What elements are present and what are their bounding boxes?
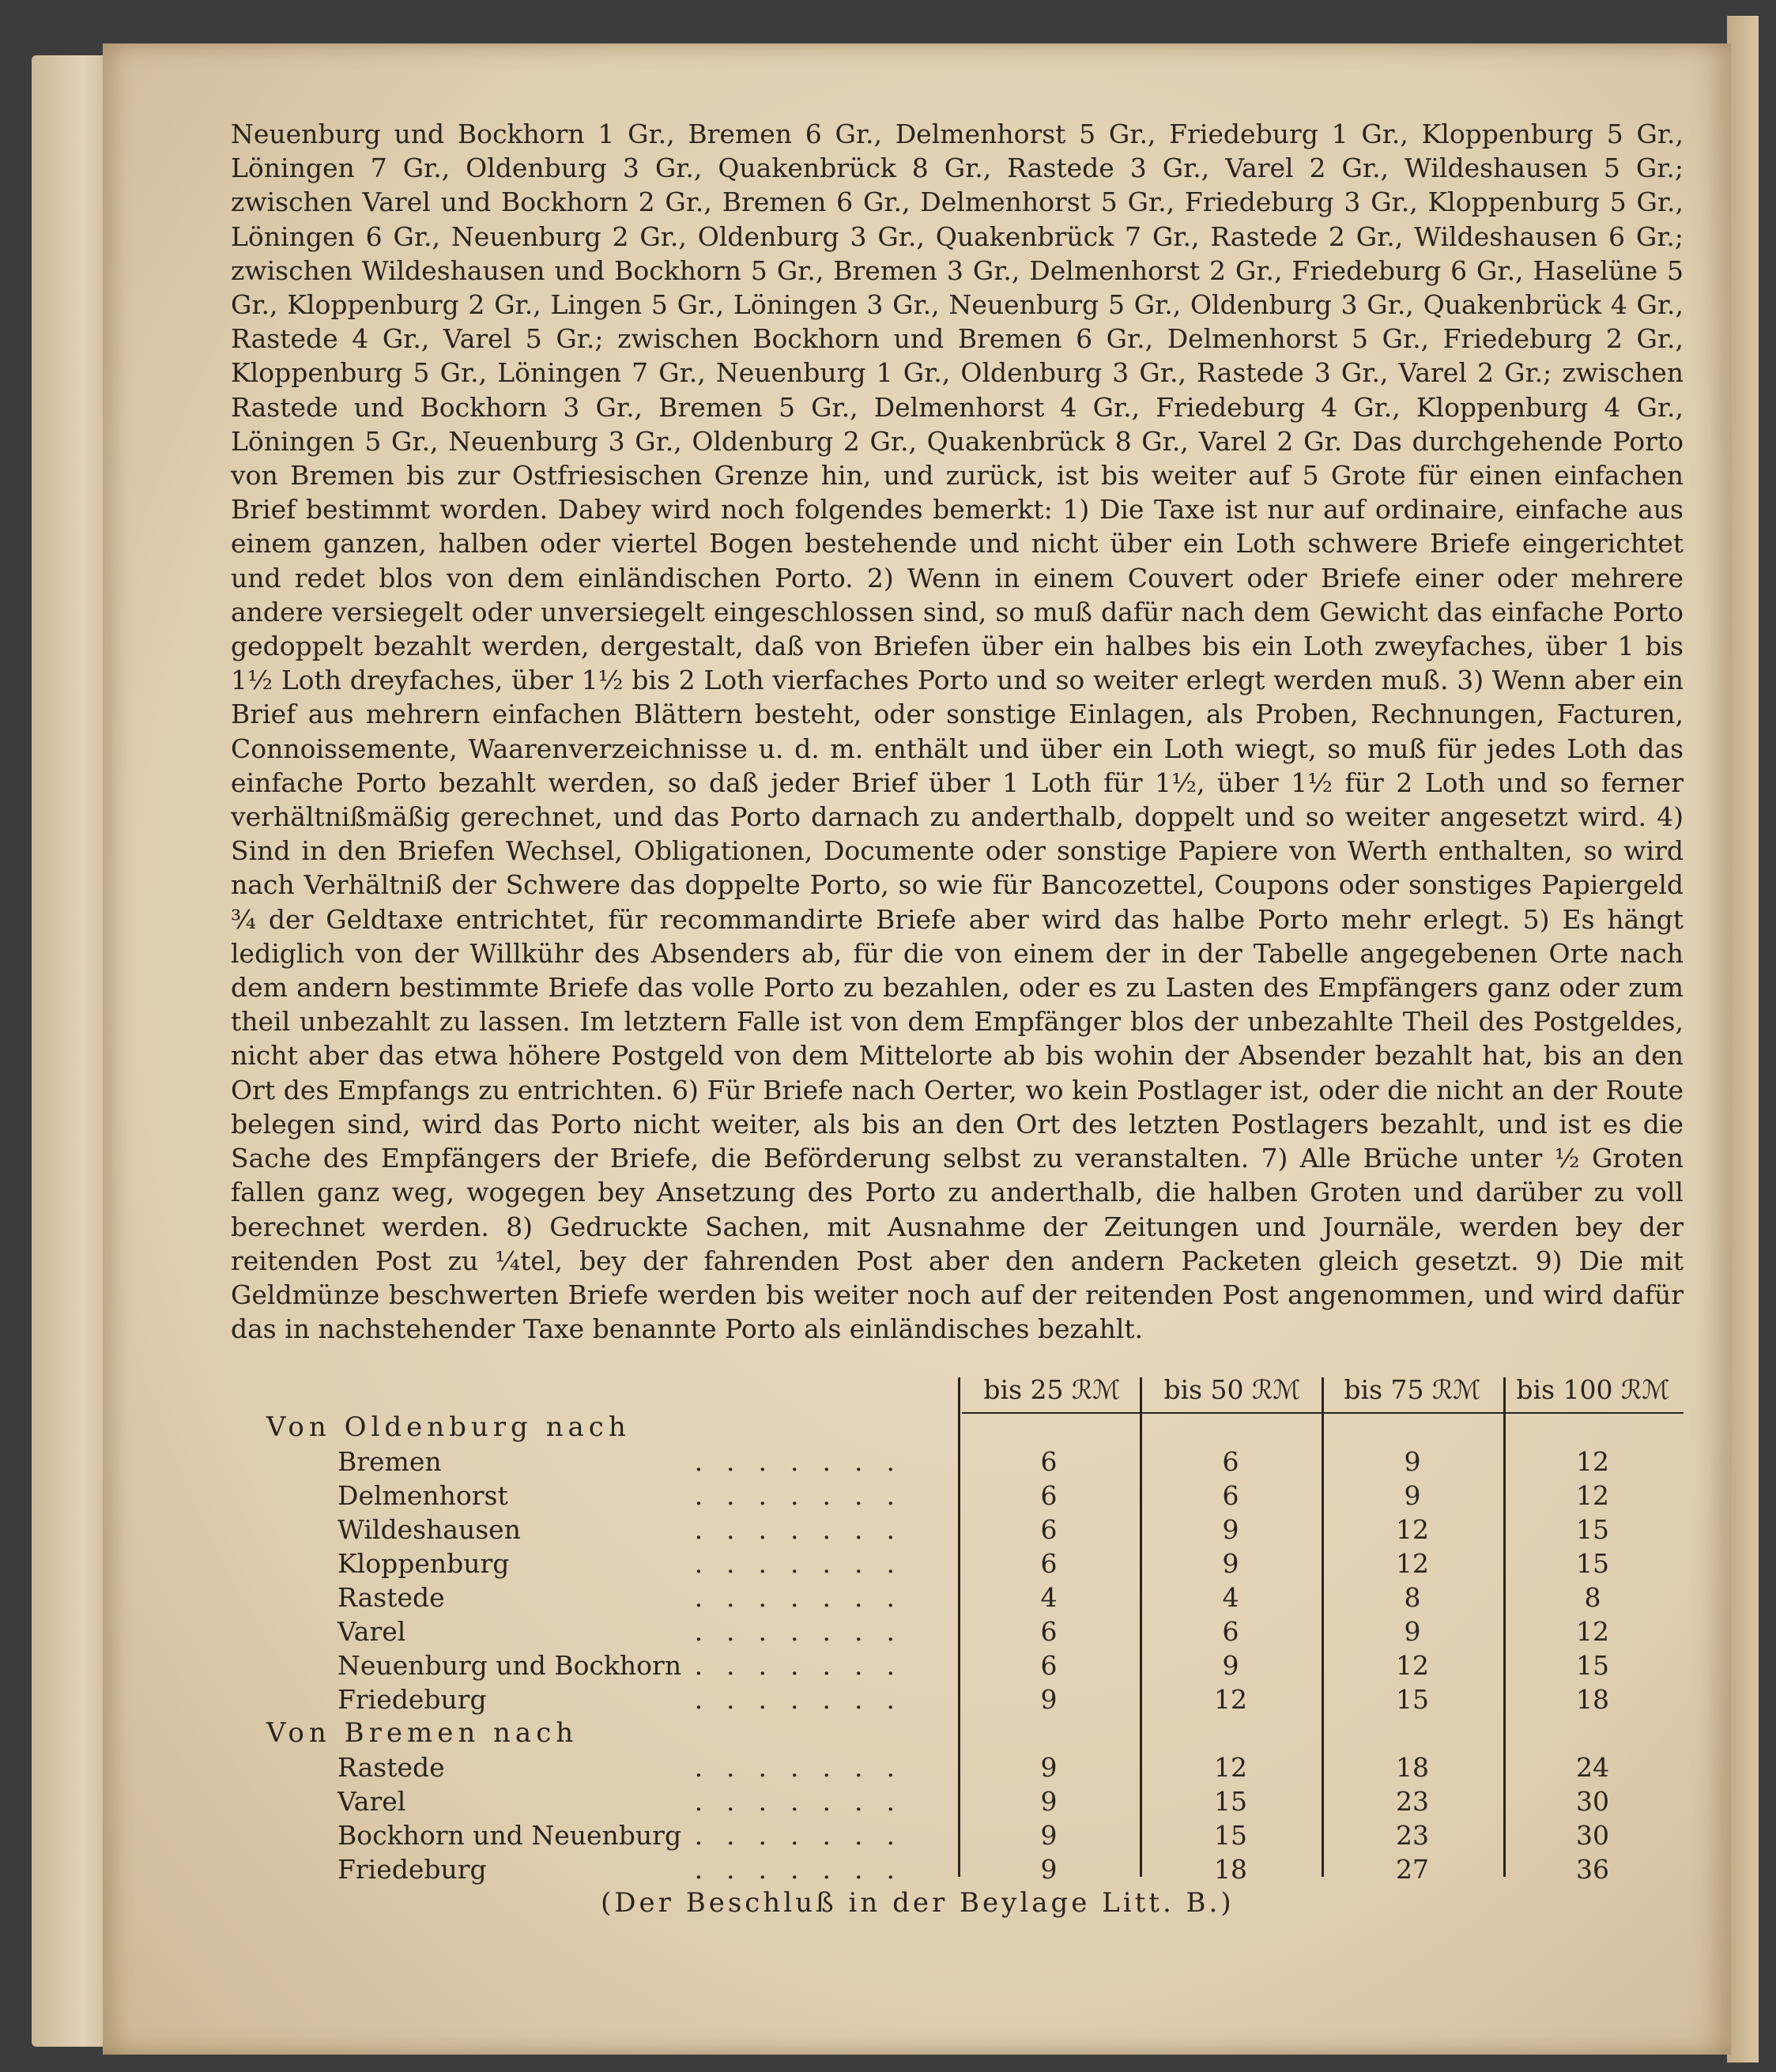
- destination-name: Delmenhorst: [337, 1480, 508, 1511]
- postage-value: 15: [1396, 1684, 1429, 1715]
- postage-value: 9: [1404, 1480, 1421, 1511]
- postage-value: 18: [1396, 1752, 1429, 1783]
- column-header: bis 25 ℛℳ: [983, 1374, 1121, 1405]
- table-row: [231, 1479, 1684, 1513]
- table-row: [231, 1648, 1684, 1682]
- leader-dots: .......: [694, 1854, 918, 1885]
- table-row: [231, 1580, 1684, 1614]
- leader-dots: .......: [694, 1446, 918, 1477]
- postage-value: 9: [1040, 1752, 1058, 1783]
- destination-name: Bockhorn und Neuenburg: [337, 1820, 682, 1851]
- postage-tariff-table: [231, 1371, 1684, 1885]
- postage-value: 36: [1576, 1854, 1609, 1885]
- destination-name: Friedeburg: [337, 1854, 487, 1885]
- leader-dots: .......: [694, 1786, 918, 1817]
- destination-name: Wildeshausen: [337, 1514, 521, 1545]
- leader-dots: .......: [694, 1650, 918, 1681]
- postage-value: 9: [1040, 1786, 1058, 1817]
- table-row: [231, 1818, 1684, 1852]
- postage-value: 6: [1222, 1616, 1239, 1647]
- table-row: [231, 1546, 1684, 1580]
- destination-name: Rastede: [337, 1582, 445, 1613]
- table-row: [231, 1852, 1684, 1886]
- table-row: [231, 1750, 1684, 1784]
- leader-dots: .......: [694, 1684, 918, 1715]
- postage-value: 15: [1576, 1514, 1609, 1545]
- postage-value: 15: [1576, 1650, 1609, 1681]
- postage-value: 6: [1040, 1446, 1058, 1477]
- postage-value: 4: [1040, 1582, 1058, 1613]
- group-label: Von Oldenburg nach: [266, 1411, 631, 1443]
- right-page-edge: [1727, 16, 1759, 2063]
- leader-dots: .......: [694, 1548, 918, 1579]
- postage-value: 6: [1040, 1650, 1058, 1681]
- table-row: [231, 1784, 1684, 1818]
- column-header: bis 50 ℛℳ: [1163, 1374, 1301, 1405]
- postage-value: 4: [1222, 1582, 1239, 1613]
- destination-name: Friedeburg: [337, 1684, 487, 1715]
- leader-dots: .......: [694, 1820, 918, 1851]
- postage-value: 18: [1576, 1684, 1609, 1715]
- postage-value: 9: [1222, 1650, 1239, 1681]
- table-row: [231, 1445, 1684, 1479]
- body-paragraph: Neuenburg und Bockhorn 1 Gr., Bremen 6 Gr., Delmenhorst 5 Gr., Friedeburg 1 Gr., Kloppenburg 5 Gr., Löningen 7 Gr., Oldenburg 3 Gr., Quakenbrück 8 Gr., Rastede 3 Gr., Varel 2 Gr., Wildeshausen 5 Gr.; zwischen Varel und Bockhorn 2 Gr., Bremen 6 Gr., Delmenhorst 5 Gr., Friedeburg 3 Gr., Kloppenburg 5 Gr., Löningen 6 Gr., Neuenburg 2 Gr., Oldenburg 3 Gr., Quakenbrück 7 Gr., Rastede 2 Gr., Wildeshausen 6 Gr.; zwischen Wildeshausen und Bockhorn 5 Gr., Bremen 3 Gr., Delmenhorst 2 Gr., Friedeburg 6 Gr., Haselüne 5 Gr., Kloppenburg 2 Gr., Lingen 5 Gr., Löningen 3 Gr., Neuenburg 5 Gr., Oldenburg 3 Gr., Quakenbrück 4 Gr., Rastede 4 Gr., Varel 5 Gr.; zwischen Bockhorn und Bremen 6 Gr., Delmenhorst 5 Gr., Friedeburg 2 Gr., Kloppenburg 5 Gr., Löningen 7 Gr., Neuenburg 1 Gr., Oldenburg 3 Gr., Rastede 3 Gr., Varel 2 Gr.; zwischen Rastede und Bockhorn 3 Gr., Bremen 5 Gr., Delmenhorst 4 Gr., Friedeburg 4 Gr., Kloppenburg 4 Gr., Löningen 5 Gr., Neuenburg 3 Gr., Oldenburg 2 Gr., Quakenbrück 8 Gr., Varel 2 Gr. Das durchgehende Porto von Bremen bis zur Ostfriesischen Grenze hin, und zurück, ist bis weiter auf 5 Grote für einen einfachen Brief bestimmt worden. Dabey wird noch folgendes bemerkt: 1) Die Taxe ist nur auf ordinaire, einfache aus einem ganzen, halben oder viertel Bogen bestehende und nicht über ein Loth schwere Briefe eingerichtet und redet blos von dem einländischen Porto. 2) Wenn in einem Couvert oder Briefe einer oder mehrere andere versiegelt oder unversiegelt eingeschlossen sind, so muß dafür nach dem Gewicht das einfache Porto gedoppelt bezahlt werden, dergestalt, daß von Briefen über ein halbes bis ein Loth zweyfaches, über 1 bis 1½ Loth dreyfaches, über 1½ bis 2 Loth vierfaches Porto und so weiter erlegt werden muß. 3) Wenn aber ein Brief aus mehrern einfachen Blättern besteht, oder sonstige Einlagen, als Proben, Rechnungen, Facturen, Connoissemente, Waarenverzeichnisse u. d. m. enthält und über ein Loth wiegt, so muß für jedes Loth das einfache Porto bezahlt werden, so daß jeder Brief über 1 Loth für 1½, über 1½ für 2 Loth und so ferner verhältnißmäßig gerechnet, und das Porto darnach zu anderthalb, doppelt und so weiter angesetzt wird. 4) Sind in den Briefen Wechsel, Obligationen, Documente oder sonstige Papiere von Werth enthalten, so wird nach Verhältniß der Schwere das doppelte Porto, so wie für Bancozettel, Coupons oder sonstiges Papiergeld ¾ der Geldtaxe entrichtet, für recommandirte Briefe aber wird das halbe Porto mehr erlegt. 5) Es hängt lediglich von der Willkühr des Absenders ab, für die von einem der in der Tabelle angegebenen Orte nach dem andern bestimmte Briefe das volle Porto zu bezahlen, oder es zu Lasten des Empfängers ganz oder zum theil unbezahlt zu lassen. Im letztern Falle ist von dem Empfänger blos der unbezahlte Theil des Postgeldes, nicht aber das etwa höhere Postgeld von dem Mittelorte ab bis wohin der Absender bezahlt hat, bis an den Ort des Empfangs zu entrichten. 6) Für Briefe nach Oerter, wo kein Postlager ist, oder die nicht an der Route belegen sind, wird das Porto nicht weiter, als bis an den Ort des letzten Postlagers bezahlt, und ist es die Sache des Empfängers der Briefe, die Beförderung selbst zu veranstalten. 7) Alle Brüche unter ½ Groten fallen ganz weg, wogegen bey Ansetzung des Porto zu anderthalb, die halben Groten und darüber zu voll berechnet werden. 8) Gedruckte Sachen, mit Ausnahme der Zeitungen und Journäle, werden bey der reitenden Post zu ¼tel, bey der fahrenden Post aber den andern Packeten gleich gesetzt. 9) Die mit Geldmünze beschwerten Briefe werden bis weiter noch auf der reitenden Post angenommen, und wird dafür das in nachstehender Taxe benannte Porto als einländisches bezahlt.: [231, 119, 1684, 1345]
- leader-dots: .......: [694, 1480, 918, 1511]
- postage-value: 9: [1222, 1514, 1239, 1545]
- postage-value: 27: [1396, 1854, 1429, 1885]
- postage-value: 6: [1040, 1514, 1058, 1545]
- postage-value: 8: [1584, 1582, 1601, 1613]
- postage-value: 12: [1214, 1752, 1247, 1783]
- postage-value: 30: [1576, 1786, 1609, 1817]
- group-label: Von Bremen nach: [266, 1717, 579, 1749]
- column-header: bis 100 ℛℳ: [1516, 1374, 1670, 1405]
- postage-value: 15: [1214, 1820, 1247, 1851]
- postage-value: 12: [1576, 1480, 1609, 1511]
- table-row: [231, 1513, 1684, 1546]
- leader-dots: .......: [694, 1616, 918, 1647]
- destination-name: Neuenburg und Bockhorn: [337, 1650, 682, 1681]
- postage-value: 18: [1214, 1854, 1247, 1885]
- destination-name: Rastede: [337, 1752, 445, 1783]
- postage-value: 12: [1396, 1548, 1429, 1579]
- destination-name: Varel: [337, 1616, 406, 1647]
- leader-dots: .......: [694, 1514, 918, 1545]
- postage-value: 6: [1222, 1480, 1239, 1511]
- postage-value: 9: [1222, 1548, 1239, 1579]
- postage-value: 12: [1396, 1650, 1429, 1681]
- postage-value: 12: [1396, 1514, 1429, 1545]
- destination-name: Bremen: [337, 1446, 442, 1477]
- postage-value: 24: [1576, 1752, 1609, 1783]
- destination-name: Kloppenburg: [337, 1548, 510, 1579]
- destination-name: Varel: [337, 1786, 406, 1817]
- postage-value: 12: [1576, 1446, 1609, 1477]
- column-header: bis 75 ℛℳ: [1344, 1374, 1481, 1405]
- postage-value: 8: [1404, 1582, 1421, 1613]
- postage-value: 15: [1576, 1548, 1609, 1579]
- table-row: [231, 1614, 1684, 1648]
- postage-value: 9: [1404, 1446, 1421, 1477]
- leader-dots: .......: [694, 1752, 918, 1783]
- postage-value: 23: [1396, 1786, 1429, 1817]
- table-row: [231, 1682, 1684, 1716]
- postage-value: 12: [1576, 1616, 1609, 1647]
- postage-value: 9: [1040, 1854, 1058, 1885]
- postage-value: 6: [1222, 1446, 1239, 1477]
- postage-value: 6: [1040, 1480, 1058, 1511]
- closing-note: (Der Beschluß in der Beylage Litt. B.): [601, 1887, 1235, 1919]
- postage-value: 9: [1040, 1820, 1058, 1851]
- postage-value: 6: [1040, 1616, 1058, 1647]
- leader-dots: .......: [694, 1582, 918, 1613]
- postage-value: 9: [1404, 1616, 1421, 1647]
- postage-value: 15: [1214, 1786, 1247, 1817]
- postage-value: 9: [1040, 1684, 1058, 1715]
- postage-value: 23: [1396, 1820, 1429, 1851]
- postage-value: 30: [1576, 1820, 1609, 1851]
- body-text-block: [231, 117, 1684, 1346]
- postage-value: 12: [1214, 1684, 1247, 1715]
- postage-value: 6: [1040, 1548, 1058, 1579]
